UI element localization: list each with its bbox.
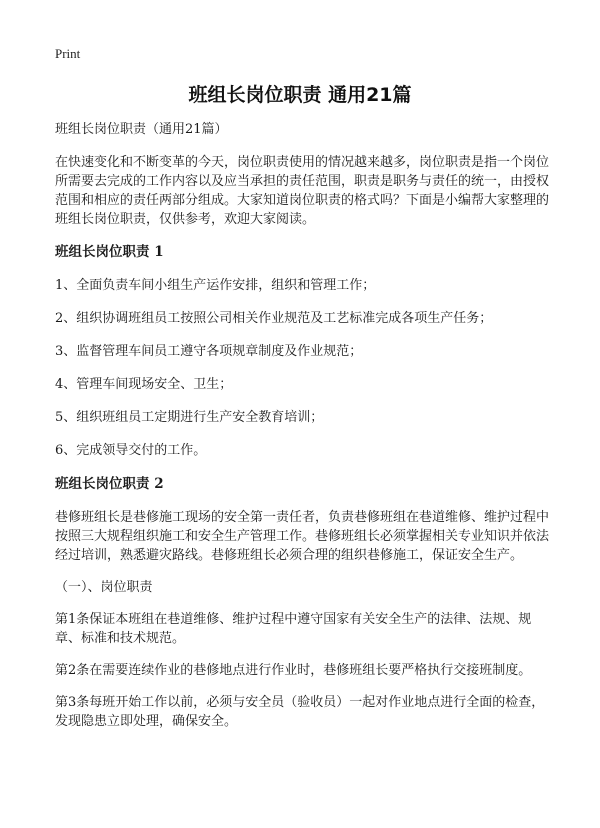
- section-heading-1: 班组长岗位职责 1: [55, 244, 164, 260]
- print-label: Print: [55, 46, 81, 61]
- subsection-heading: （一）、岗位职责: [55, 580, 153, 595]
- rule-item: 第1条保证本班组在巷道维修、维护过程中遵守国家有关安全生产的法律、法规、规章、标准和技术规范。: [55, 612, 532, 646]
- rule-item: 第3条每班开始工作以前，必须与安全员（验收员）一起对作业地点进行全面的检查，发现隐患立即处理，确保安全。: [55, 695, 545, 729]
- list-item: 4、管理车间现场安全、卫生；: [55, 377, 233, 392]
- list-item: 1、全面负责车间小组生产运作安排，组织和管理工作；: [55, 278, 376, 293]
- section-heading-2: 班组长岗位职责 2: [55, 476, 164, 492]
- section2-paragraph: 巷修班组长是巷修施工现场的安全第一责任者，负责巷修班组在巷道维修、维护过程中按照三大规程组织施工和安全生产管理工作。巷修班组长必须掌握相关专业知识并依法经过培训，熟悉避灾路线。巷修班组长必须合理的组织巷修施工，保证安全生产。: [55, 510, 550, 563]
- list-item: 2、组织协调班组员工按照公司相关作业规范及工艺标准完成各项生产任务；: [55, 311, 493, 326]
- list-item: 3、监督管理车间员工遵守各项规章制度及作业规范；: [55, 344, 363, 359]
- list-item: 6、完成领导交付的工作。: [55, 443, 207, 458]
- document-title: 班组长岗位职责 通用21篇: [188, 84, 412, 106]
- rule-item: 第2条在需要连续作业的巷修地点进行作业时，巷修班组长要严格执行交接班制度。: [55, 663, 532, 678]
- document-subtitle: 班组长岗位职责（通用21篇）: [55, 122, 228, 137]
- document-body: [55, 120, 550, 744]
- intro-paragraph: 在快速变化和不断变革的今天，岗位职责使用的情况越来越多，岗位职责是指一个岗位所需要去完成的工作内容以及应当承担的责任范围，职责是职务与责任的统一，由授权范围和相应的责任两部分组成。大家知道岗位职责的格式吗？下面是小编帮大家整理的班组长岗位职责，仅供参考，欢迎大家阅读。: [55, 155, 550, 227]
- list-item: 5、组织班组员工定期进行生产安全教育培训；: [55, 410, 324, 425]
